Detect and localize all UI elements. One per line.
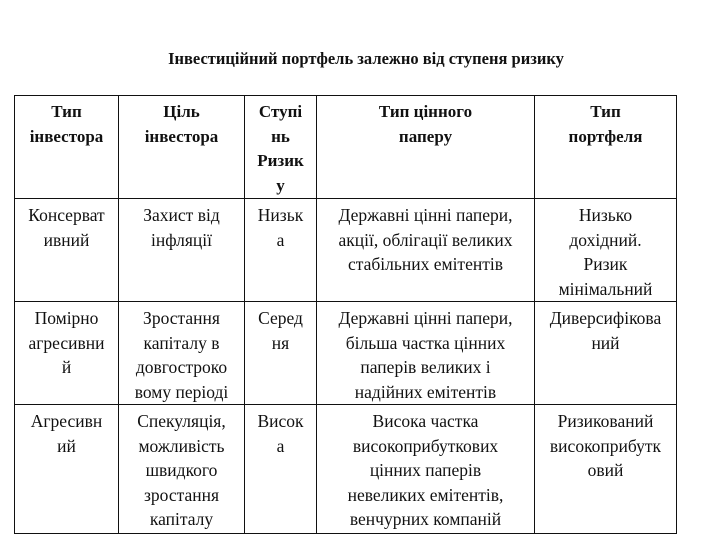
cell-risk-level: Серед ня <box>245 302 317 405</box>
table-row <box>15 405 677 534</box>
header-portfolio-type: Тип портфеля <box>535 96 677 199</box>
cell-portfolio-type: Низько дохідний. Ризик мінімальний <box>535 199 677 302</box>
cell-portfolio-type: Ризикований високоприбутк овий <box>535 405 677 534</box>
cell-goal: Зростання капіталу в довгостроко вому періоді <box>119 302 245 405</box>
cell-investor-type: Консерват ивний <box>15 199 119 302</box>
cell-risk-level: Низьк а <box>245 199 317 302</box>
header-investor-type: Тип інвестора <box>15 96 119 199</box>
header-security-type: Тип цінного паперу <box>317 96 535 199</box>
header-investor-goal: Ціль інвестора <box>119 96 245 199</box>
table-row <box>15 199 677 302</box>
page-title: Інвестиційний портфель залежно від ступеня ризику <box>168 49 564 68</box>
cell-securities: Висока частка високоприбуткових цінних паперів невеликих емітентів, венчурних компаній <box>317 405 535 534</box>
cell-goal: Захист від інфляції <box>119 199 245 302</box>
header-risk-level: Ступі нь Ризик у <box>245 96 317 199</box>
table-header-row <box>15 96 677 199</box>
investment-portfolio-table <box>14 95 677 534</box>
cell-investor-type: Агресивн ий <box>15 405 119 534</box>
cell-risk-level: Висок а <box>245 405 317 534</box>
cell-securities: Державні цінні папери, більша частка цінних паперів великих і надійних емітентів <box>317 302 535 405</box>
cell-securities: Державні цінні папери, акції, облігації великих стабільних емітентів <box>317 199 535 302</box>
cell-portfolio-type: Диверсифікова ний <box>535 302 677 405</box>
cell-goal: Спекуляція, можливість швидкого зростання капіталу <box>119 405 245 534</box>
table-row <box>15 302 677 405</box>
cell-investor-type: Помірно агресивни й <box>15 302 119 405</box>
